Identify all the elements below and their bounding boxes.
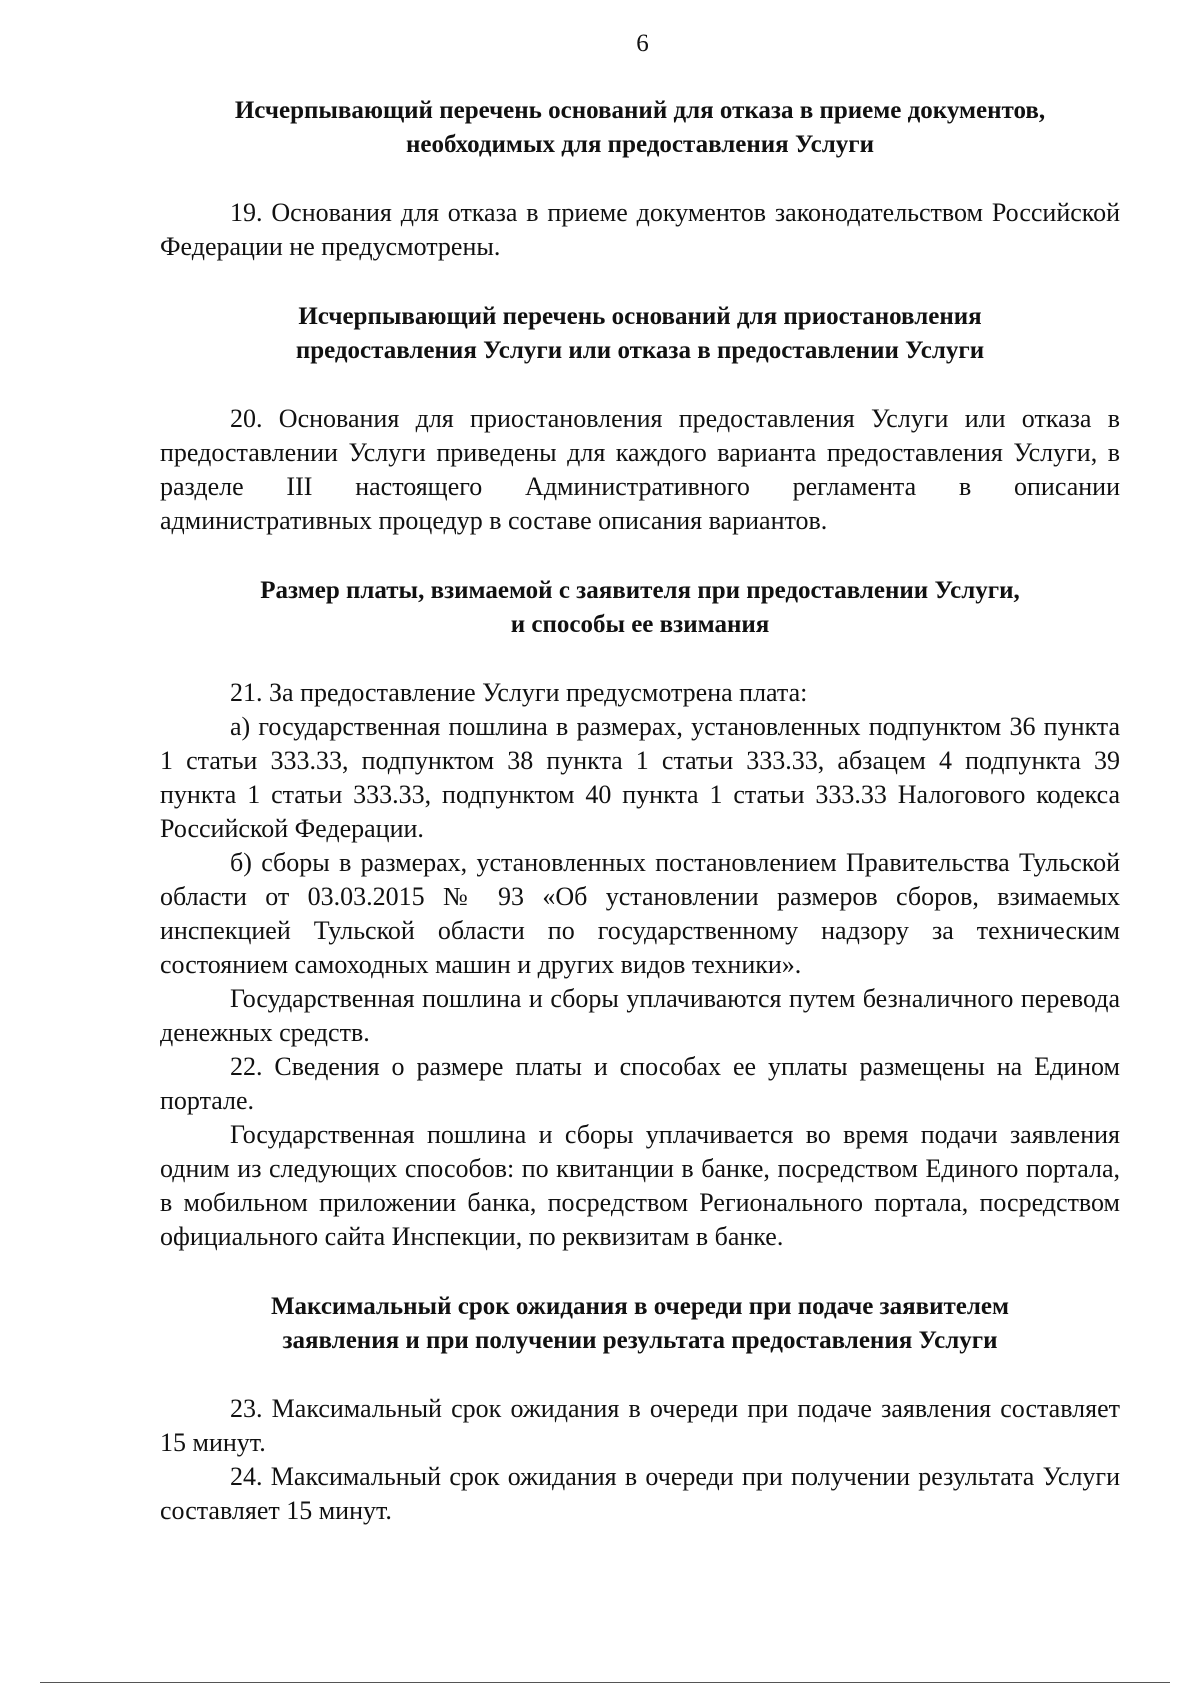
heading-line: предоставления Услуги или отказа в предоставлении Услуги (295, 337, 985, 364)
paragraph-22: 22. Сведения о размере платы и способах ее уплаты размещены на Едином портале. (160, 1052, 1120, 1115)
paragraph-23: 23. Максимальный срок ожидания в очереди при подаче заявления составляет 15 минут. (160, 1394, 1120, 1457)
heading-line: Исчерпывающий перечень оснований для отказа в приеме документов, (234, 97, 1046, 124)
paragraph-21: 21. За предоставление Услуги предусмотрена плата: (230, 678, 808, 707)
paragraph-24: 24. Максимальный срок ожидания в очереди при получении результата Услуги составляет 15 минут. (160, 1462, 1120, 1525)
paragraph-20: 20. Основания для приостановления предоставления Услуги или отказа в предоставлении Услуги приведены для каждого варианта предоставления Услуги, в разделе III настоящего Административного регламента в описании административных процедур в составе описания вариантов. (160, 404, 1120, 535)
section-heading-waiting-time (160, 1290, 1120, 1358)
section-heading-fees (160, 574, 1120, 642)
paragraph-21-payment-method: Государственная пошлина и сборы уплачиваются путем безналичного перевода денежных средств. (160, 984, 1120, 1047)
section-heading-suspension-refusal (160, 300, 1120, 368)
paragraph-22-payment-ways: Государственная пошлина и сборы уплачивается во время подачи заявления одним из следующих способов: по квитанции в банке, посредством Единого портала, в мобильном приложении банка, посредством Регионального портала, посредством официального сайта Инспекции, по реквизитам в банке. (160, 1120, 1120, 1251)
heading-line: Размер платы, взимаемой с заявителя при предоставлении Услуги, (260, 577, 1020, 604)
heading-line: Исчерпывающий перечень оснований для приостановления (298, 303, 982, 330)
heading-line: Максимальный срок ожидания в очереди при подаче заявителем (270, 1293, 1010, 1320)
paragraph-21-a: а) государственная пошлина в размерах, установленных подпунктом 36 пункта 1 статьи 333.33, подпунктом 38 пункта 1 статьи 333.33, абзацем 4 подпункта 39 пункта 1 статьи 333.33, подпунктом 40 пункта 1 статьи 333.33 Налогового кодекса Российской Федерации. (160, 712, 1120, 843)
paragraph-21-b: б) сборы в размерах, установленных постановлением Правительства Тульской области от 03.03.2015 № 93 «Об установлении размеров сборов, взимаемых инспекцией Тульской области по государственному надзору за техническим состоянием самоходных машин и других видов техники». (160, 848, 1120, 979)
heading-line: заявления и при получении результата предоставления Услуги (282, 1327, 998, 1354)
heading-line: необходимых для предоставления Услуги (406, 131, 874, 158)
heading-line: и способы ее взимания (510, 611, 770, 638)
section-heading-refusal-documents (160, 94, 1120, 162)
bottom-rule (40, 1682, 1170, 1683)
page-number: 6 (636, 30, 649, 57)
document-body (160, 94, 1120, 1528)
paragraph-19: 19. Основания для отказа в приеме документов законодательством Российской Федерации не предусмотрены. (160, 198, 1120, 261)
